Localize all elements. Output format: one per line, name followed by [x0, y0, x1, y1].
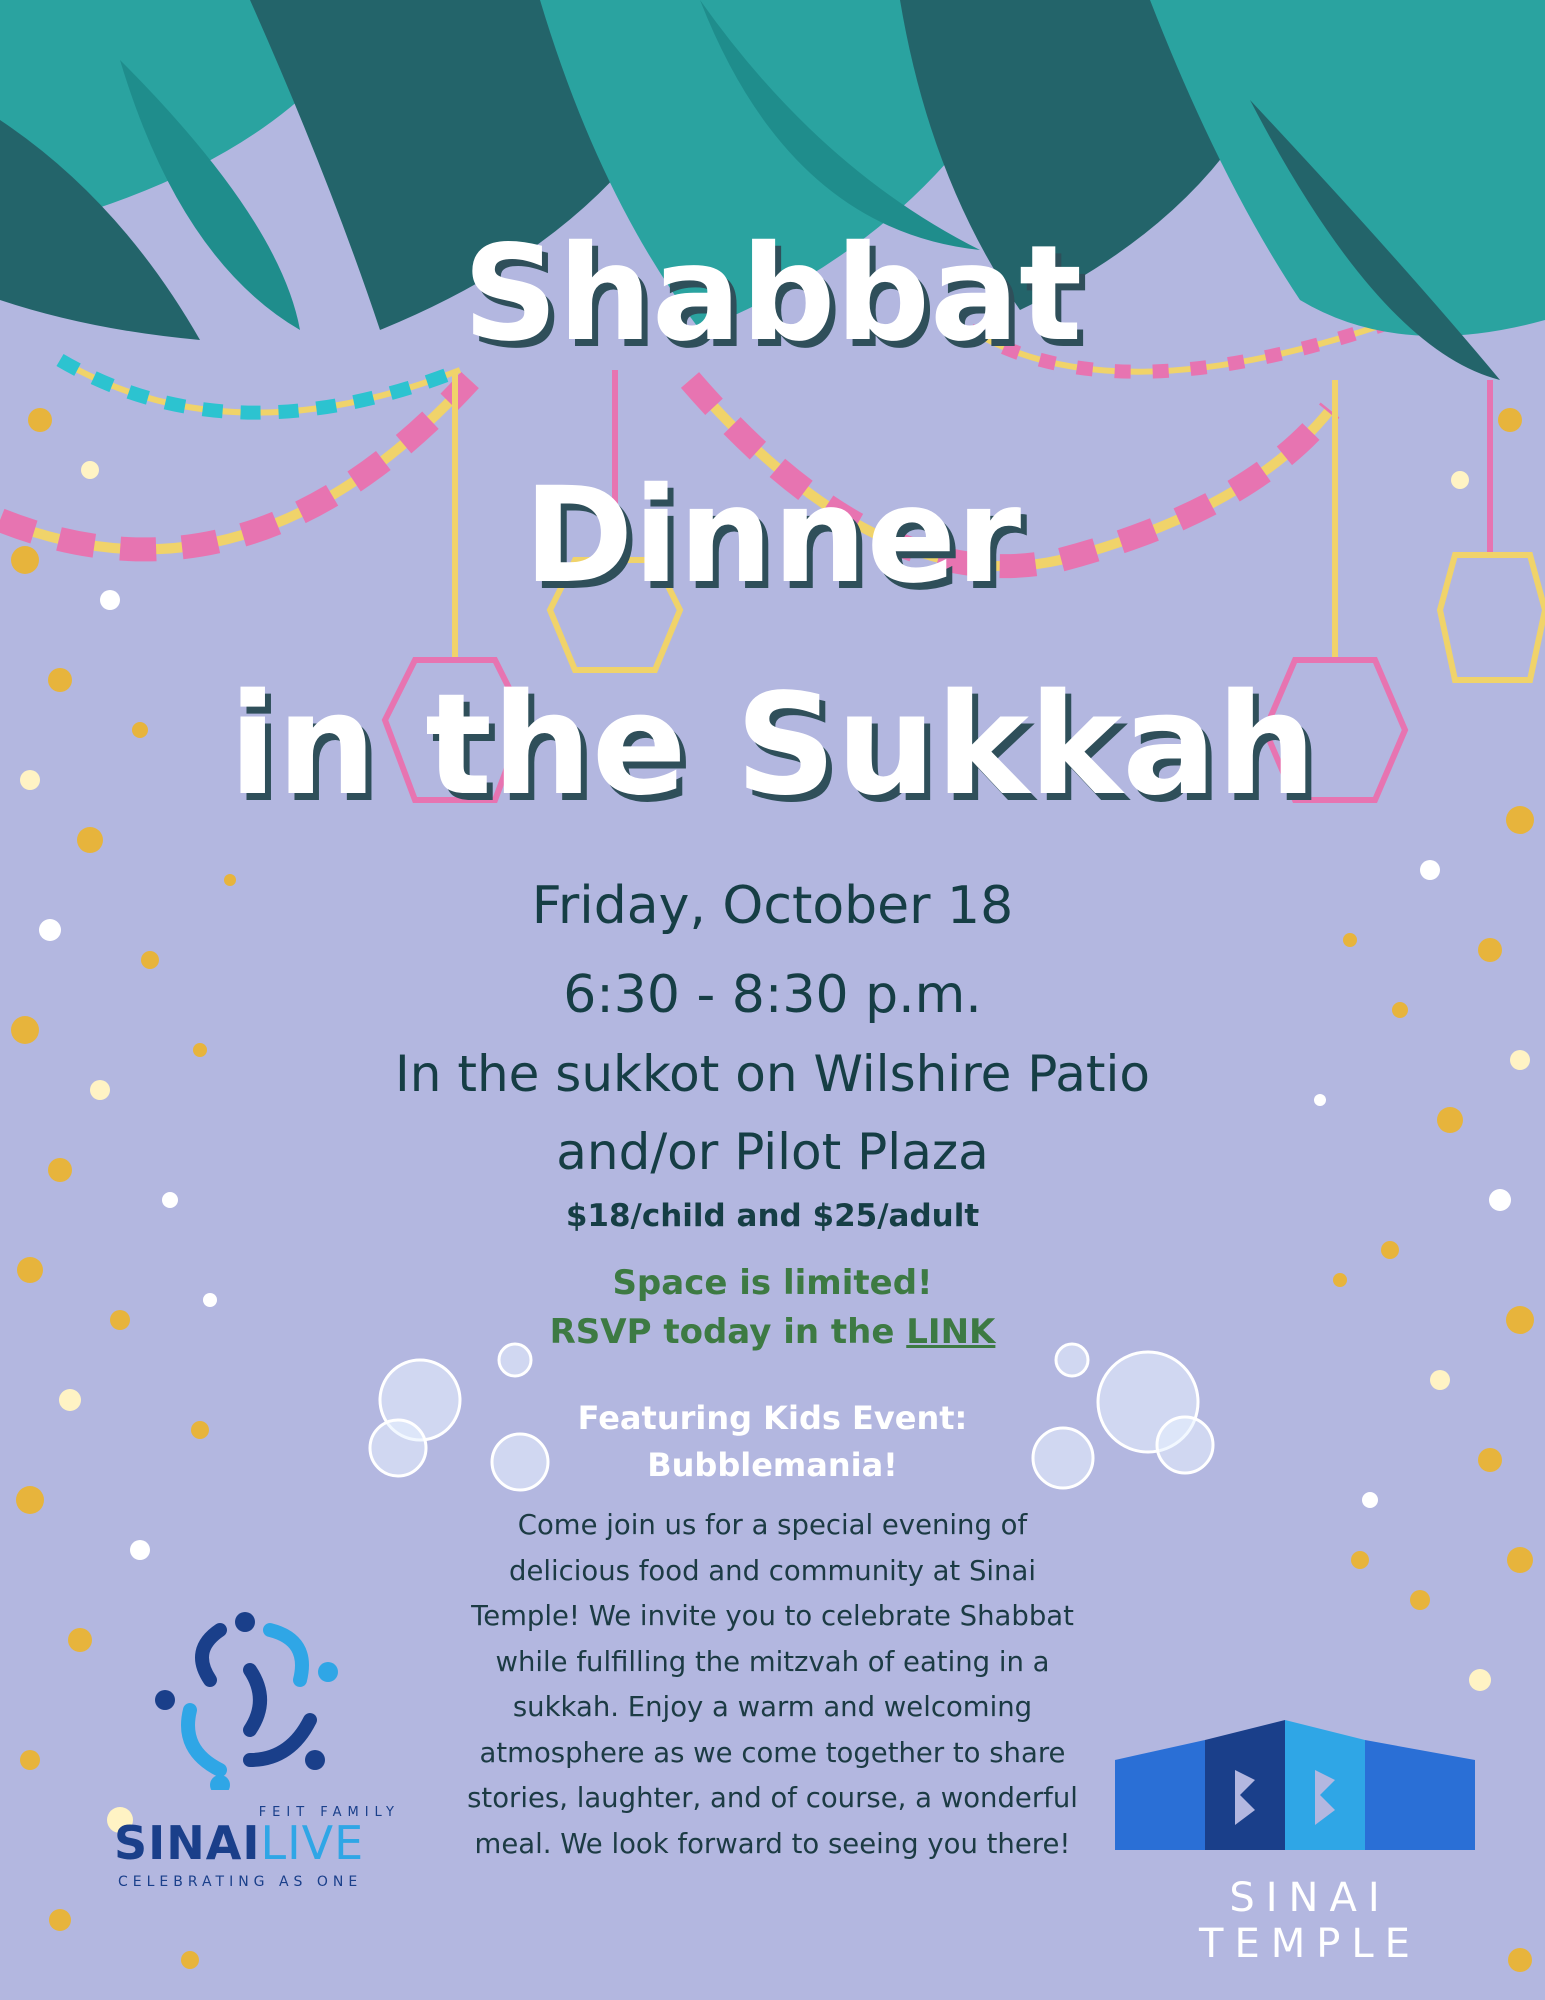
sinailive-logo — [110, 1610, 410, 1900]
kids-event-heading: Featuring Kids Event: — [577, 1399, 968, 1437]
title-line-3: in the Sukkah — [228, 664, 1317, 827]
event-time: 6:30 - 8:30 p.m. — [563, 965, 982, 1025]
event-location-line-1: In the sukkot on Wilshire Patio — [395, 1045, 1150, 1103]
event-price: $18/child and $25/adult — [565, 1198, 980, 1234]
rsvp-prefix: RSVP today in the — [549, 1312, 907, 1352]
sinailive-logo-icon — [150, 1610, 350, 1790]
sinailive-family-label: FEIT FAMILY — [258, 1805, 400, 1820]
event-location-line-2: and/or Pilot Plaza — [556, 1123, 989, 1181]
sinai-temple-building-icon — [1115, 1710, 1475, 1850]
title-line-2: Dinner — [523, 459, 1022, 613]
space-limited-note: Space is limited! — [612, 1263, 933, 1303]
event-date: Friday, October 18 — [531, 876, 1014, 936]
rsvp-link[interactable]: LINK — [906, 1312, 996, 1352]
sinai-temple-wordmark: SINAI TEMPLE — [1199, 1875, 1421, 1967]
event-description: Come join us for a special evening of delicious food and community at Sinai Temple! We invite you to celebrate Shabbat while fulfilling the mitzvah of eating in a sukkah. Enjoy a warm and welcoming atmosphere as we come together to share stories, laughter, and of course, a wonderful meal. We look forward to seeing you there! — [467, 1509, 1078, 1860]
sinailive-sinai: SINAI — [114, 1816, 261, 1870]
sinailive-tagline: CELEBRATING AS ONE — [118, 1874, 363, 1890]
rsvp-line — [0, 1312, 1545, 1352]
sinailive-wordmark — [114, 1816, 365, 1870]
title-line-1: Shabbat — [462, 217, 1083, 371]
kids-event-name: Bubblemania! — [647, 1446, 898, 1484]
sinai-temple-logo — [1110, 1710, 1510, 1967]
sinailive-live: LIVE — [260, 1816, 365, 1870]
